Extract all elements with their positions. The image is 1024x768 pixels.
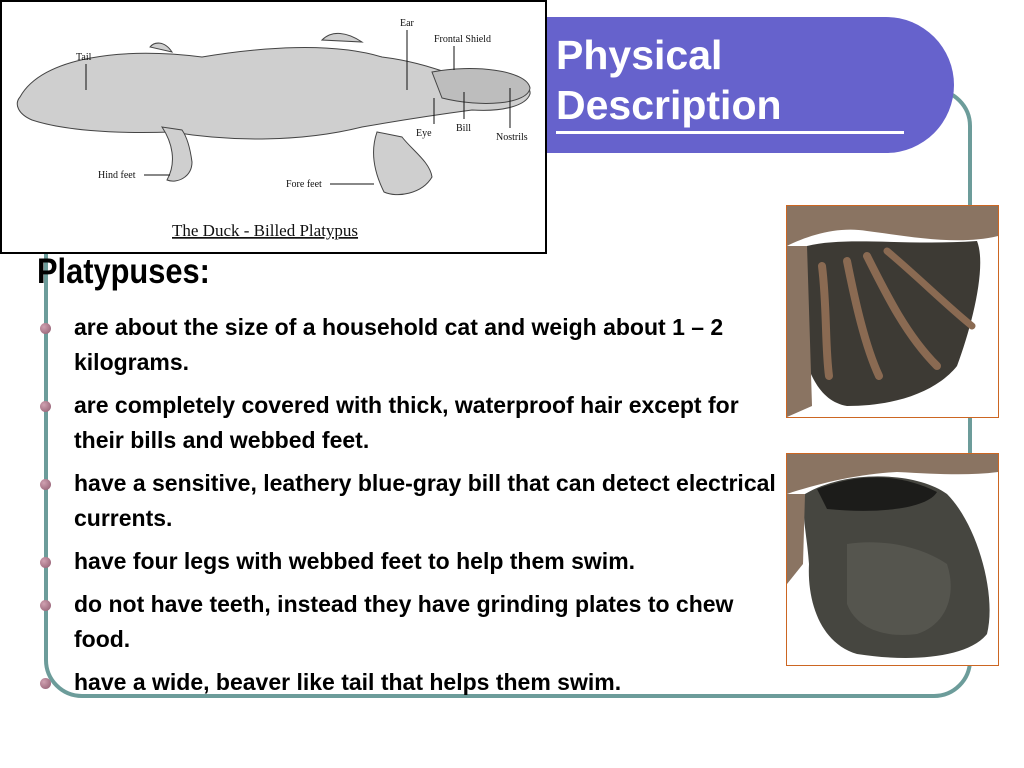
webbed-foot-photo: [786, 205, 999, 418]
list-item-text: do not have teeth, instead they have grinding plates to chew food.: [74, 591, 734, 652]
platypus-diagram: [0, 0, 547, 254]
list-item-text: have four legs with webbed feet to help them swim.: [74, 548, 636, 574]
list-item: [36, 544, 791, 579]
bullet-icon: [40, 323, 51, 334]
list-item: [36, 466, 791, 536]
title-underline: [556, 131, 904, 134]
list-item: [36, 388, 791, 458]
bullet-icon: [40, 401, 51, 412]
label-fore-feet: Fore feet: [286, 179, 322, 190]
bullet-icon: [40, 600, 51, 611]
label-bill: Bill: [456, 123, 472, 134]
slide-title: Physical Description: [556, 32, 782, 128]
label-eye: Eye: [416, 128, 432, 139]
list-item-text: are about the size of a household cat and weigh about 1 – 2 kilograms.: [74, 314, 724, 375]
hind-foot: [162, 127, 192, 181]
label-frontal-shield: Frontal Shield: [434, 34, 491, 45]
list-item-text: have a wide, beaver like tail that helps them swim.: [74, 669, 622, 695]
bullet-icon: [40, 557, 51, 568]
section-heading: Platypuses:: [37, 252, 210, 291]
dorsal-fin-tail: [150, 43, 172, 52]
list-item: [36, 665, 791, 700]
bullet-icon: [40, 678, 51, 689]
platypus-bill: [432, 69, 530, 104]
list-item-text: are completely covered with thick, waterproof hair except for their bills and webbed feet.: [74, 392, 739, 453]
fore-foot: [373, 132, 432, 195]
bullet-list: [36, 310, 791, 708]
list-item: [36, 587, 791, 657]
dorsal-fin-back: [322, 33, 362, 42]
label-hind-feet: Hind feet: [98, 170, 136, 181]
label-nostrils: Nostrils: [496, 132, 528, 143]
label-tail: Tail: [76, 52, 92, 63]
diagram-caption: The Duck - Billed Platypus: [172, 221, 359, 240]
label-ear: Ear: [400, 18, 414, 29]
list-item: [36, 310, 791, 380]
bullet-icon: [40, 479, 51, 490]
list-item-text: have a sensitive, leathery blue-gray bill that can detect electrical currents.: [74, 470, 776, 531]
bill-photo: [786, 453, 999, 666]
